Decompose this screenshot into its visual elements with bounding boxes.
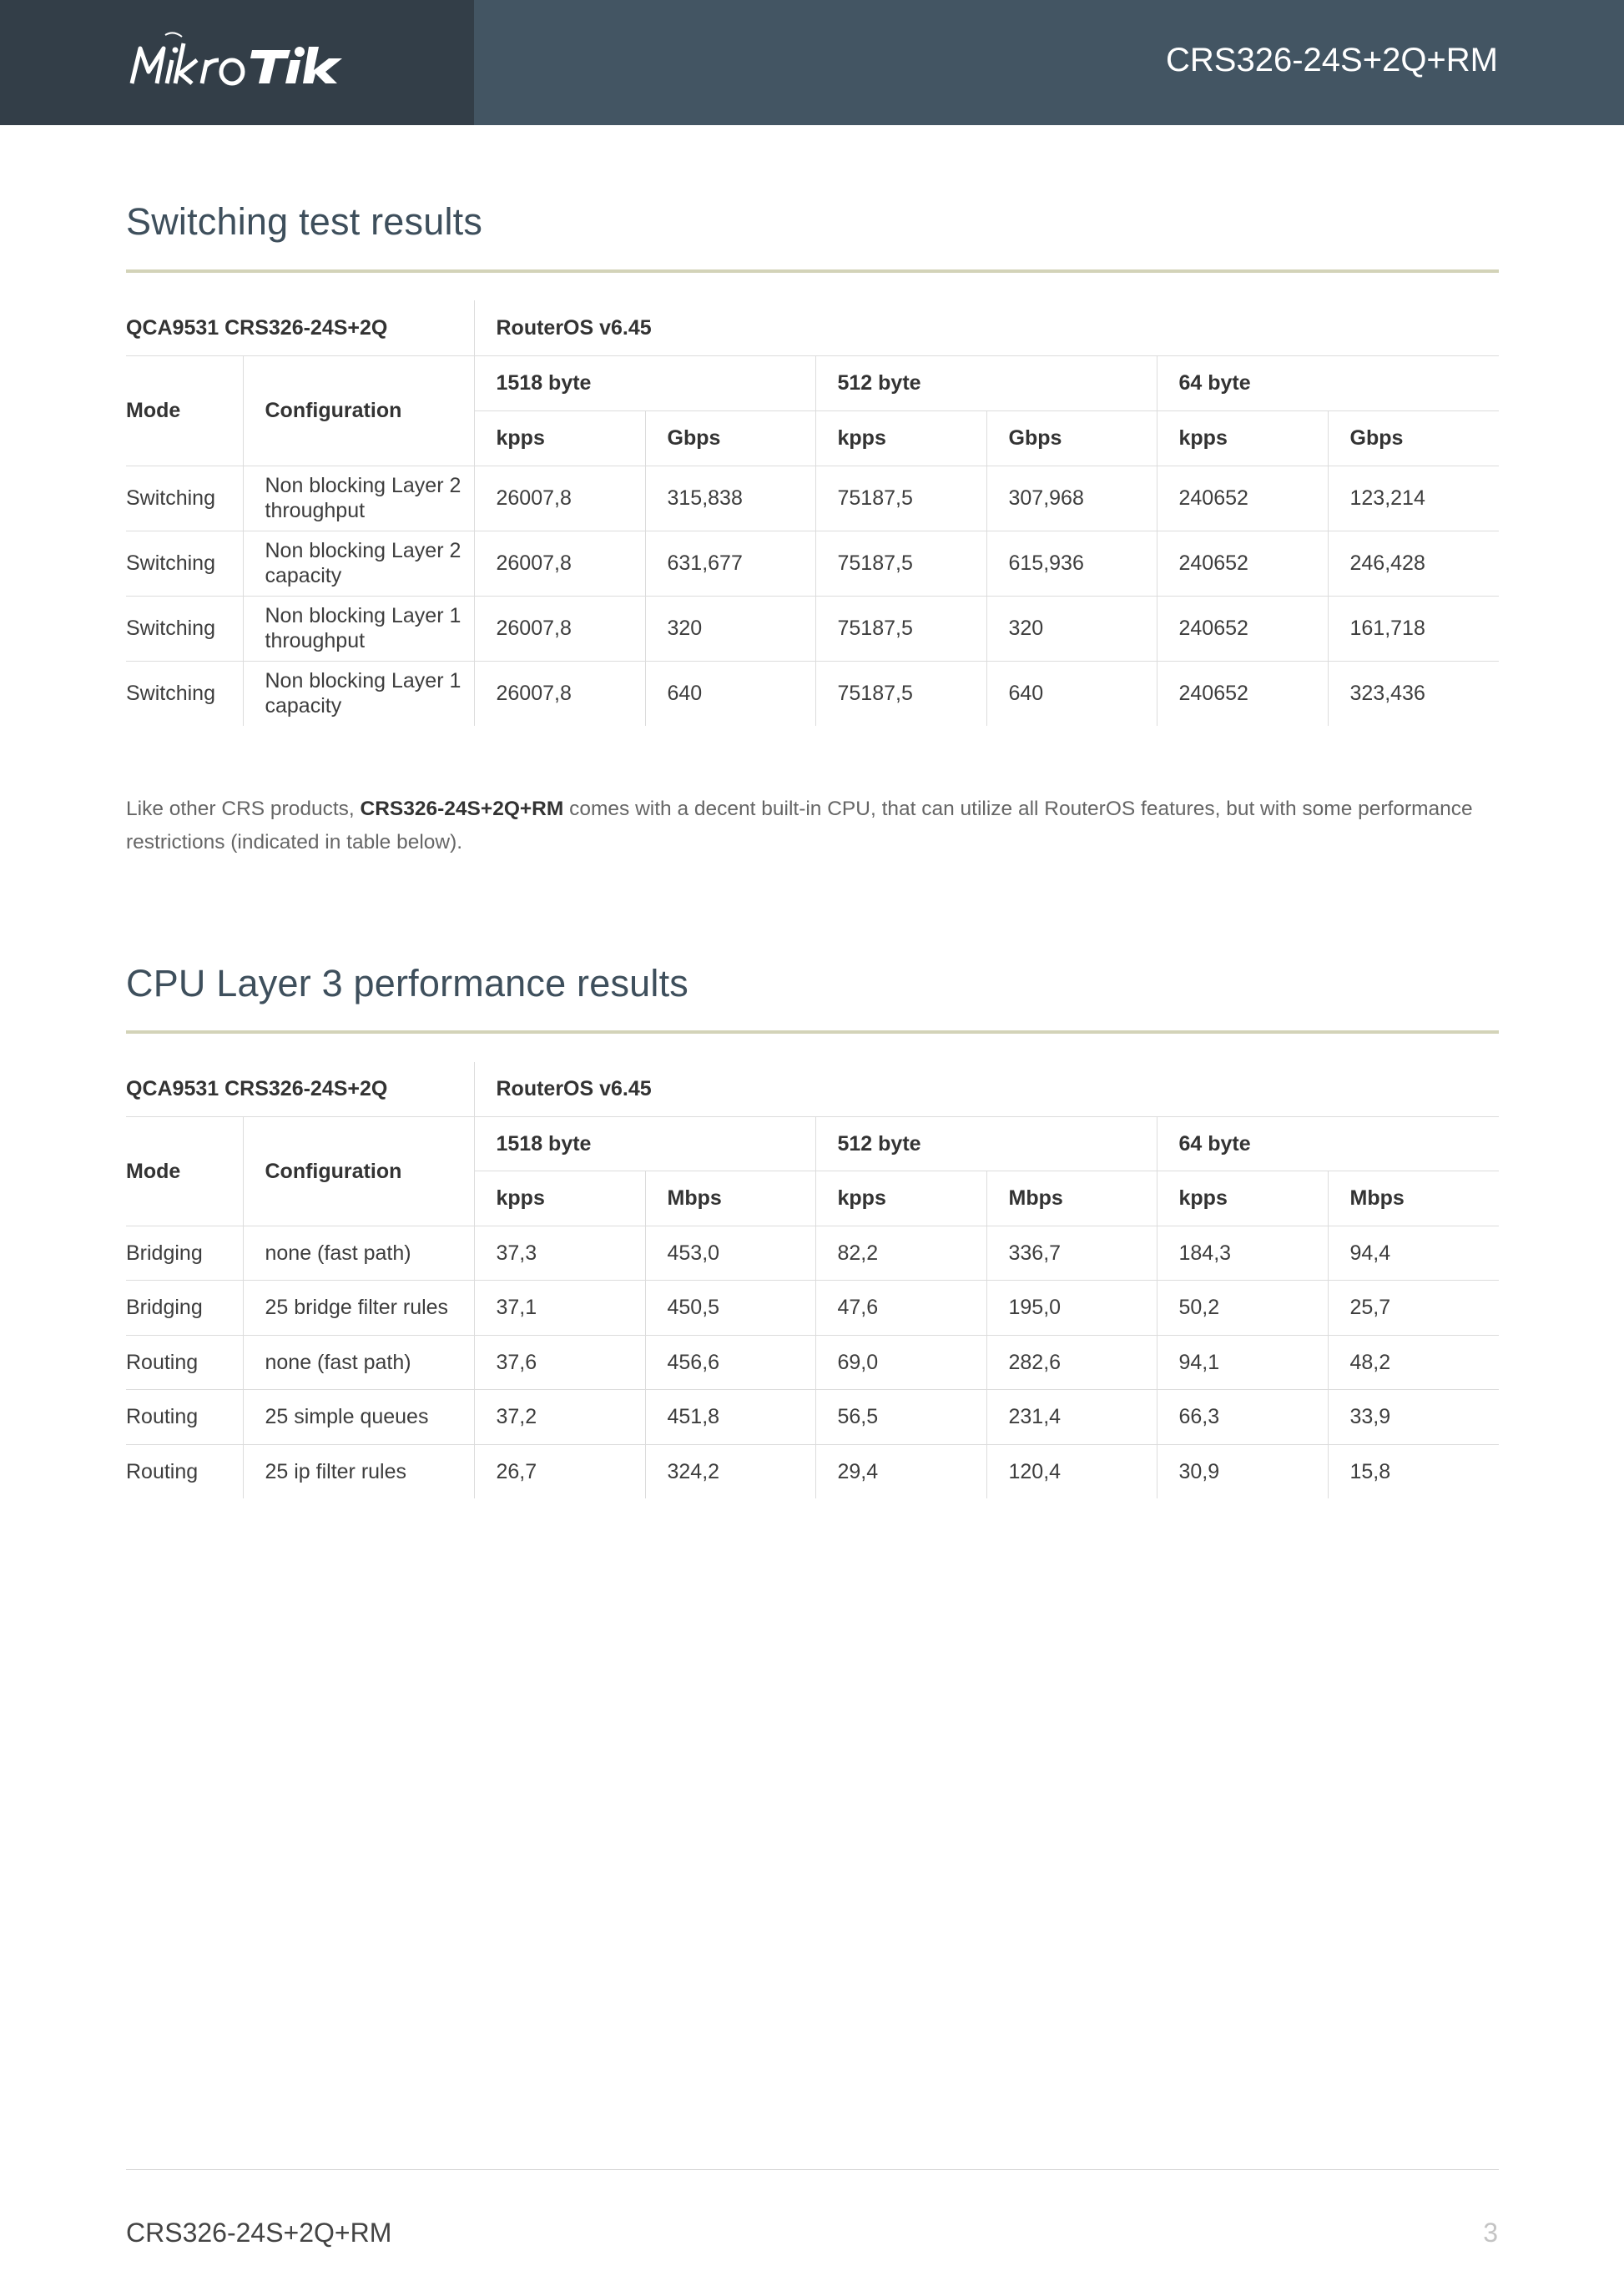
unit-header: kpps [815,1171,986,1226]
os-version: RouterOS v6.45 [474,300,1499,355]
value-cell: 282,6 [986,1335,1157,1389]
value-cell: 320 [986,596,1157,661]
value-cell: 94,4 [1328,1226,1499,1280]
value-cell: 184,3 [1157,1226,1328,1280]
config-cell: Non blocking Layer 2 throughput [243,466,474,531]
value-cell: 123,214 [1328,466,1499,531]
size-header: 64 byte [1157,355,1499,410]
value-cell: 240652 [1157,661,1328,726]
unit-header: kpps [474,410,645,466]
value-cell: 246,428 [1328,531,1499,596]
size-header: 512 byte [815,1116,1157,1171]
value-cell: 456,6 [645,1335,815,1389]
table-row [126,1444,1499,1498]
mode-header: Mode [126,355,243,466]
config-cell: none (fast path) [243,1226,474,1280]
footer-model: CRS326-24S+2Q+RM [126,2218,392,2248]
mode-cell: Routing [126,1444,243,1498]
mode-cell: Switching [126,661,243,726]
device-label: QCA9531 CRS326-24S+2Q [126,315,388,340]
value-cell: 240652 [1157,596,1328,661]
mode-cell: Switching [126,596,243,661]
value-cell: 25,7 [1328,1280,1499,1335]
value-cell: 56,5 [815,1389,986,1444]
table-row [126,466,1499,531]
value-cell: 47,6 [815,1280,986,1335]
value-cell: 82,2 [815,1226,986,1280]
config-cell: 25 ip filter rules [243,1444,474,1498]
mode-cell: Bridging [126,1280,243,1335]
value-cell: 336,7 [986,1226,1157,1280]
value-cell: 120,4 [986,1444,1157,1498]
unit-header: kpps [1157,410,1328,466]
value-cell: 69,0 [815,1335,986,1389]
table-row [126,1226,1499,1280]
value-cell: 631,677 [645,531,815,596]
unit-header: Mbps [645,1171,815,1226]
value-cell: 37,3 [474,1226,645,1280]
mode-cell: Switching [126,466,243,531]
value-cell: 26007,8 [474,596,645,661]
value-cell: 94,1 [1157,1335,1328,1389]
unit-header: Gbps [1328,410,1499,466]
table-row [126,1335,1499,1389]
size-header: 512 byte [815,355,1157,410]
config-header: Configuration [243,1116,474,1226]
config-cell: 25 bridge filter rules [243,1280,474,1335]
config-cell: Non blocking Layer 1 throughput [243,596,474,661]
value-cell: 37,2 [474,1389,645,1444]
config-header: Configuration [243,355,474,466]
unit-header: Mbps [986,1171,1157,1226]
value-cell: 450,5 [645,1280,815,1335]
config-cell: 25 simple queues [243,1389,474,1444]
mode-cell: Routing [126,1389,243,1444]
value-cell: 615,936 [986,531,1157,596]
page-number: 3 [1483,2218,1498,2248]
cpu-results-table [126,1062,1499,1498]
unit-header: Mbps [1328,1171,1499,1226]
unit-header: kpps [474,1171,645,1226]
page-header [0,0,1624,125]
mode-cell: Switching [126,531,243,596]
config-cell: Non blocking Layer 1 capacity [243,661,474,726]
unit-header: Gbps [986,410,1157,466]
value-cell: 37,1 [474,1280,645,1335]
unit-header: kpps [1157,1171,1328,1226]
value-cell: 26007,8 [474,661,645,726]
value-cell: 315,838 [645,466,815,531]
value-cell: 75187,5 [815,596,986,661]
value-cell: 75187,5 [815,466,986,531]
value-cell: 33,9 [1328,1389,1499,1444]
value-cell: 26,7 [474,1444,645,1498]
device-label: QCA9531 CRS326-24S+2Q [126,1077,388,1101]
value-cell: 640 [645,661,815,726]
value-cell: 323,436 [1328,661,1499,726]
cpu-intro-paragraph [126,793,1499,859]
para-text-before: Like other CRS products, [126,798,361,820]
table-row [126,1389,1499,1444]
config-cell: none (fast path) [243,1335,474,1389]
unit-header: Gbps [645,410,815,466]
size-header: 64 byte [1157,1116,1499,1171]
value-cell: 453,0 [645,1226,815,1280]
value-cell: 75187,5 [815,531,986,596]
para-text-after: comes with a decent built-in CPU, that can utilize all RouterOS features, but with some performance restrictions (indicated in table below). [126,798,1473,853]
unit-header: kpps [815,410,986,466]
cpu-title-rule [126,1030,1499,1034]
value-cell: 307,968 [986,466,1157,531]
value-cell: 75187,5 [815,661,986,726]
value-cell: 324,2 [645,1444,815,1498]
value-cell: 30,9 [1157,1444,1328,1498]
value-cell: 640 [986,661,1157,726]
config-cell: Non blocking Layer 2 capacity [243,531,474,596]
switching-results-table [126,300,1499,726]
size-header: 1518 byte [474,1116,815,1171]
value-cell: 320 [645,596,815,661]
size-header: 1518 byte [474,355,815,410]
switching-title-rule [126,269,1499,273]
value-cell: 451,8 [645,1389,815,1444]
value-cell: 195,0 [986,1280,1157,1335]
value-cell: 240652 [1157,466,1328,531]
value-cell: 66,3 [1157,1389,1328,1444]
os-version: RouterOS v6.45 [474,1062,1499,1116]
table-row [126,1280,1499,1335]
value-cell: 26007,8 [474,531,645,596]
value-cell: 15,8 [1328,1444,1499,1498]
value-cell: 29,4 [815,1444,986,1498]
mikrotik-logo [127,32,352,90]
value-cell: 240652 [1157,531,1328,596]
mode-cell: Routing [126,1335,243,1389]
value-cell: 161,718 [1328,596,1499,661]
footer-rule [126,2169,1499,2170]
table-row [126,596,1499,661]
para-text-bold: CRS326-24S+2Q+RM [360,798,564,820]
value-cell: 37,6 [474,1335,645,1389]
switching-section-title: Switching test results [126,200,483,243]
mode-header: Mode [126,1116,243,1226]
value-cell: 231,4 [986,1389,1157,1444]
header-model-title: CRS326-24S+2Q+RM [1166,42,1498,78]
table-row [126,661,1499,726]
mode-cell: Bridging [126,1226,243,1280]
cpu-section-title: CPU Layer 3 performance results [126,962,688,1004]
value-cell: 48,2 [1328,1335,1499,1389]
value-cell: 50,2 [1157,1280,1328,1335]
table-row [126,531,1499,596]
value-cell: 26007,8 [474,466,645,531]
logo-panel [0,0,474,125]
